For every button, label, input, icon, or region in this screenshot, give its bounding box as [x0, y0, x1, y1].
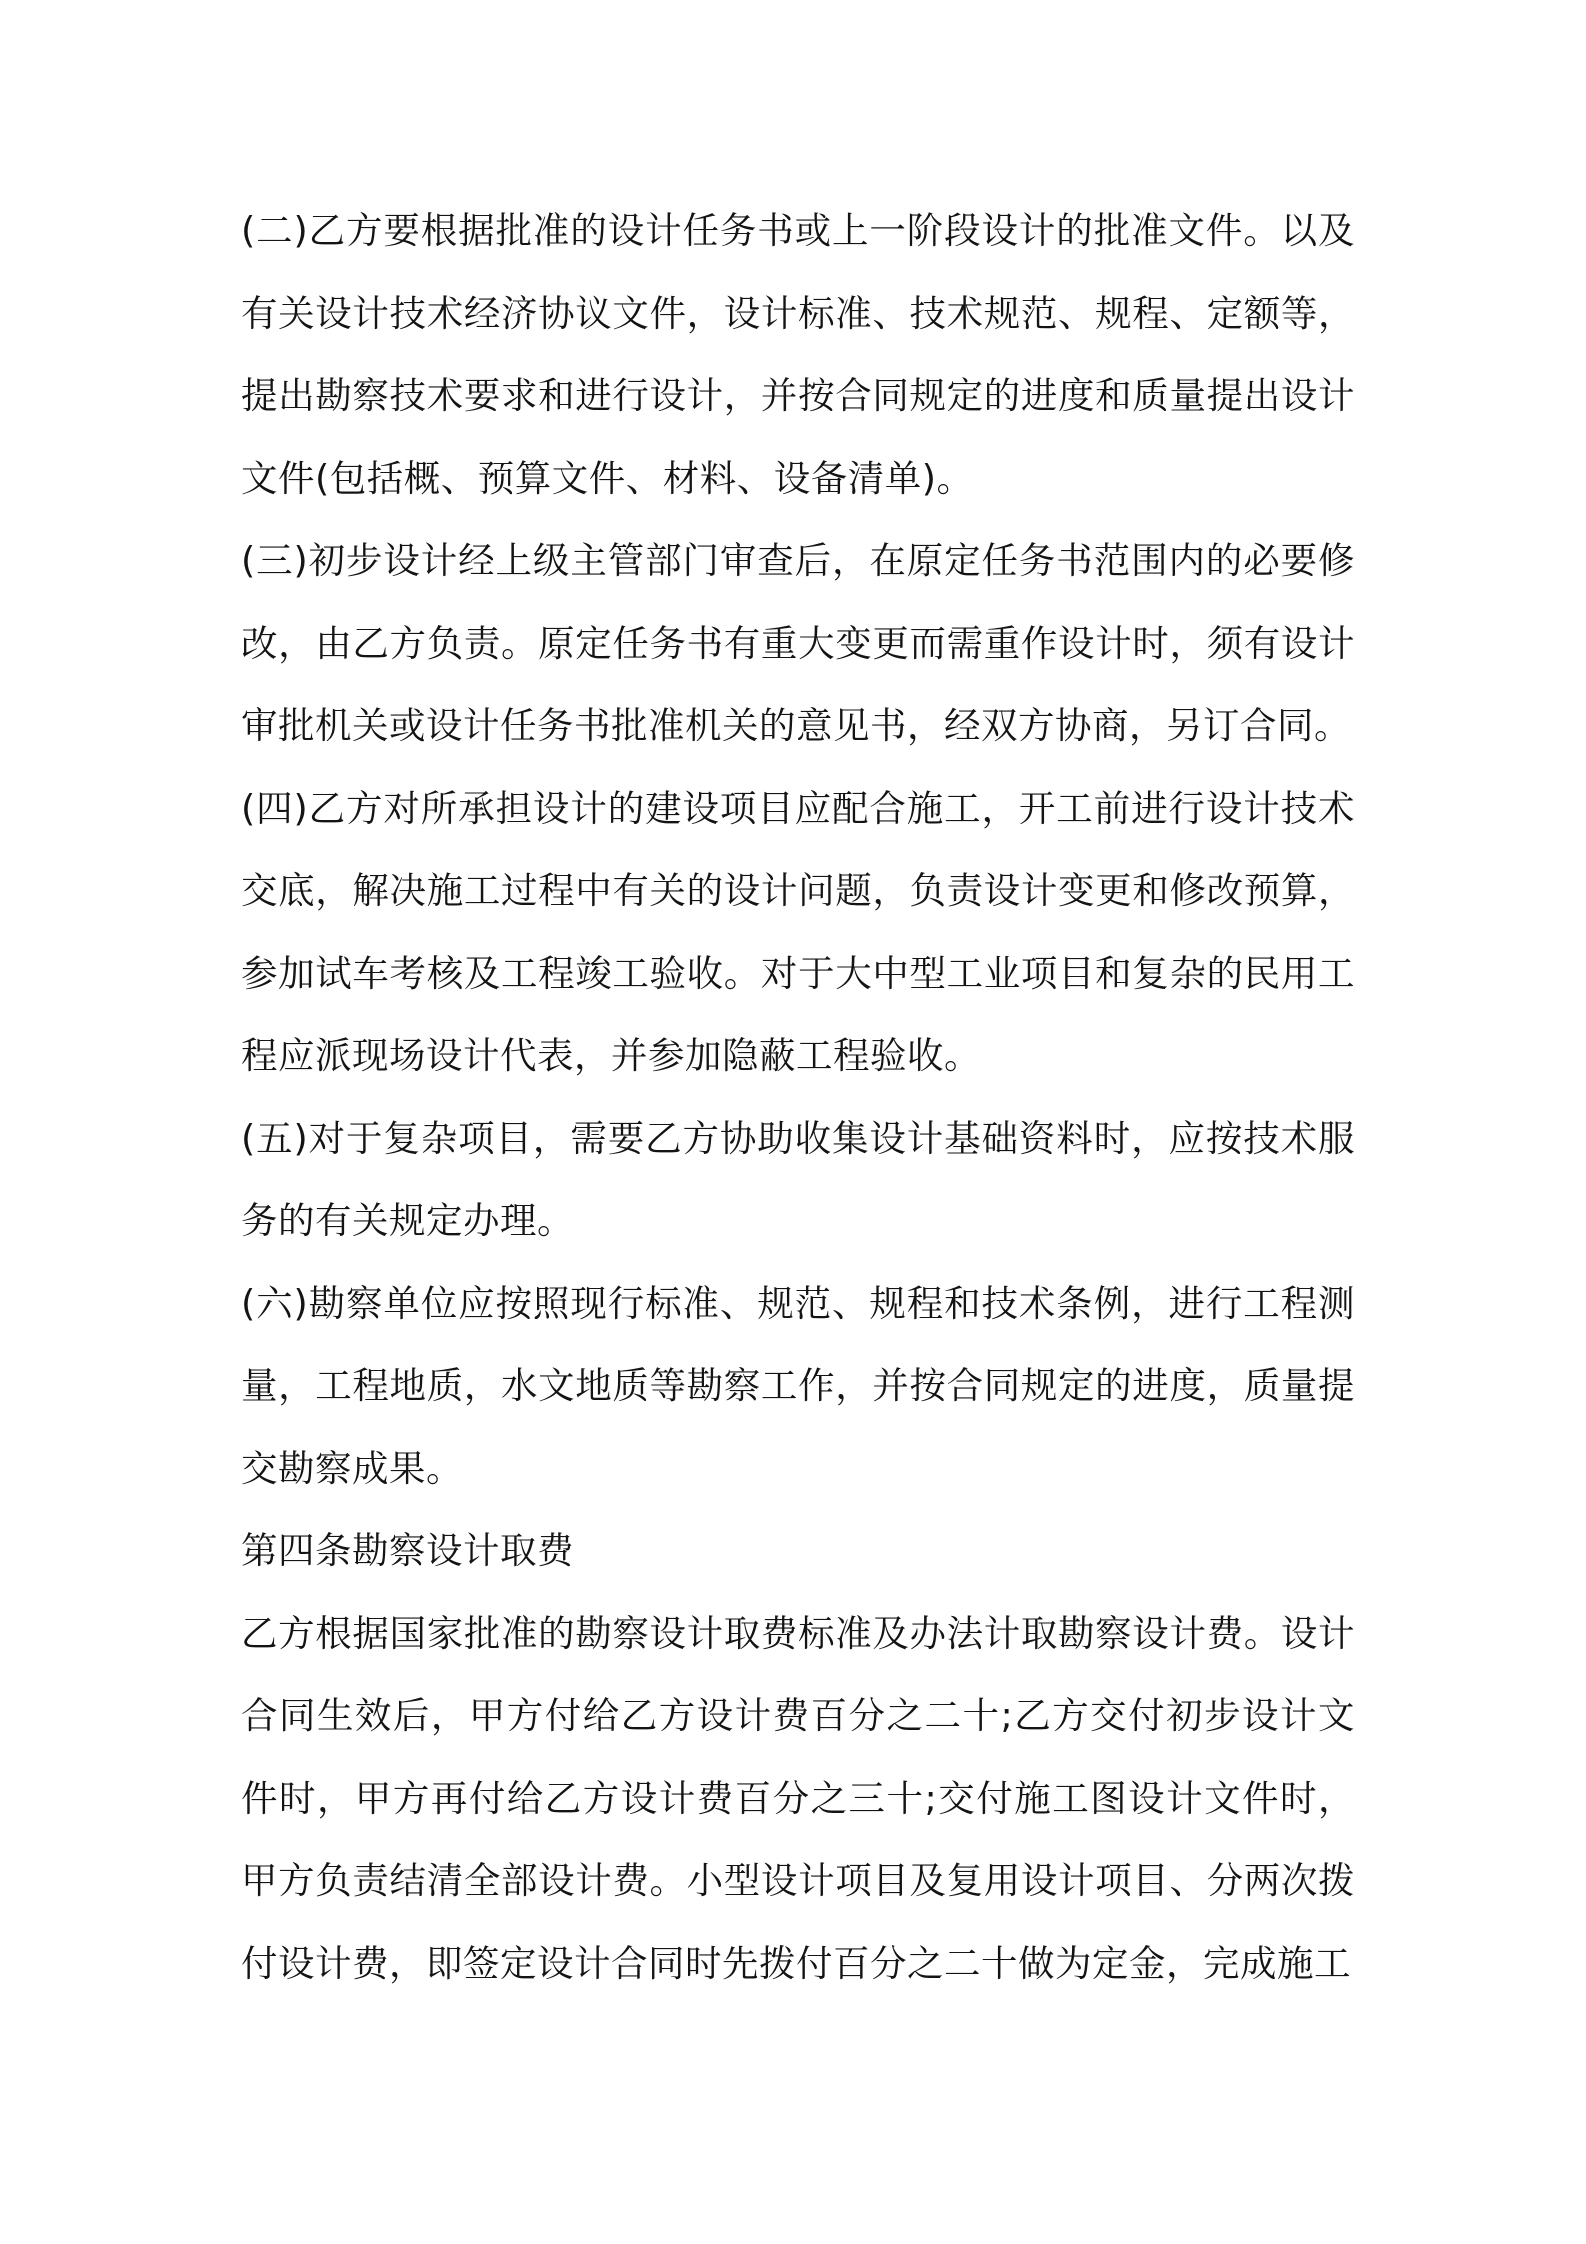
clause-3-paragraph: (三)初步设计经上级主管部门审查后，在原定任务书范围内的必要修改，由乙方负责。原定任务书有重大变更而需重作设计时，须有设计审批机关或设计任务书批准机关的意见书，经双方协商，另订合同。 — [241, 539, 1355, 747]
clause-2-paragraph: (二)乙方要根据批准的设计任务书或上一阶段设计的批准文件。以及有关设计技术经济协议文件，设计标准、技术规范、规程、定额等，提出勘察技术要求和进行设计，并按合同规定的进度和质量提出设计文件(包括概、预算文件、材料、设备清单)。 — [241, 209, 1355, 500]
clause-5-paragraph: (五)对于复杂项目，需要乙方协助收集设计基础资料时，应按技术服务的有关规定办理。 — [241, 1116, 1355, 1242]
fee-paragraph: 乙方根据国家批准的勘察设计取费标准及办法计取勘察设计费。设计合同生效后，甲方付给乙方设计费百分之二十;乙方交付初步设计文件时，甲方再付给乙方设计费百分之三十;交付施工图设计文件时，甲方负责结清全部设计费。小型设计项目及复用设计项目、分两次拨付设计费，即签定设计合同时先拨付百分之二十做为定金，完成施工 — [241, 1611, 1355, 1985]
section-heading: 第四条勘察设计取费 — [241, 1529, 574, 1572]
document-body — [241, 190, 1355, 2005]
clause-4-paragraph: (四)乙方对所承担设计的建设项目应配合施工，开工前进行设计技术交底，解决施工过程中有关的设计问题，负责设计变更和修改预算，参加试车考核及工程竣工验收。对于大中型工业项目和复杂的民用工程应派现场设计代表，并参加隐蔽工程验收。 — [241, 786, 1355, 1077]
clause-6-paragraph: (六)勘察单位应按照现行标准、规范、规程和技术条例，进行工程测量，工程地质，水文地质等勘察工作，并按合同规定的进度，质量提交勘察成果。 — [241, 1281, 1355, 1490]
